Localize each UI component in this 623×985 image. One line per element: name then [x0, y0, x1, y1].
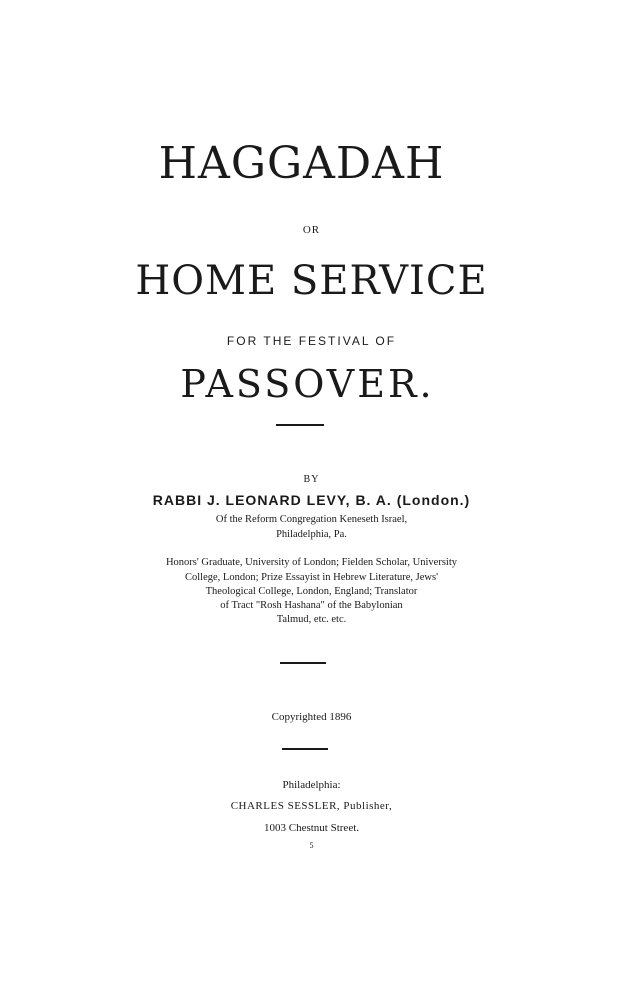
imprint-city: Philadelphia:: [282, 779, 341, 791]
title-haggadah: HAGGADAH: [158, 138, 445, 189]
imprint-publisher: CHARLES SESSLER, Publisher,: [230, 800, 393, 812]
author-city: Philadelphia, Pa.: [276, 529, 347, 540]
title-festival: FOR THE FESTIVAL OF: [226, 334, 397, 348]
honors-line: Theological College, London, England; Translator: [205, 586, 418, 597]
copyright-notice: Copyrighted 1896: [271, 711, 352, 723]
author-affiliation: Of the Reform Congregation Keneseth Israel,: [215, 514, 408, 525]
title-or: OR: [302, 224, 321, 236]
page-mark: 5: [309, 841, 314, 850]
honors-line: of Tract "Rosh Hashana" of the Babylonian: [220, 600, 403, 611]
author-by: BY: [303, 474, 320, 485]
imprint-street: 1003 Chestnut Street.: [263, 822, 360, 834]
title-home-service: HOME SERVICE: [135, 258, 488, 304]
divider-rule: [280, 662, 326, 664]
divider-rule: [276, 424, 324, 426]
divider-rule: [282, 748, 328, 750]
honors-line: Talmud, etc. etc.: [276, 614, 347, 625]
honors-line: College, London; Prize Essayist in Hebrew Literature, Jews': [185, 572, 438, 583]
author-name: RABBI J. LEONARD LEVY, B. A. (London.): [152, 492, 471, 508]
honors-line: Honors' Graduate, University of London; Fielden Scholar, University: [165, 557, 458, 568]
title-passover: PASSOVER.: [180, 362, 435, 406]
